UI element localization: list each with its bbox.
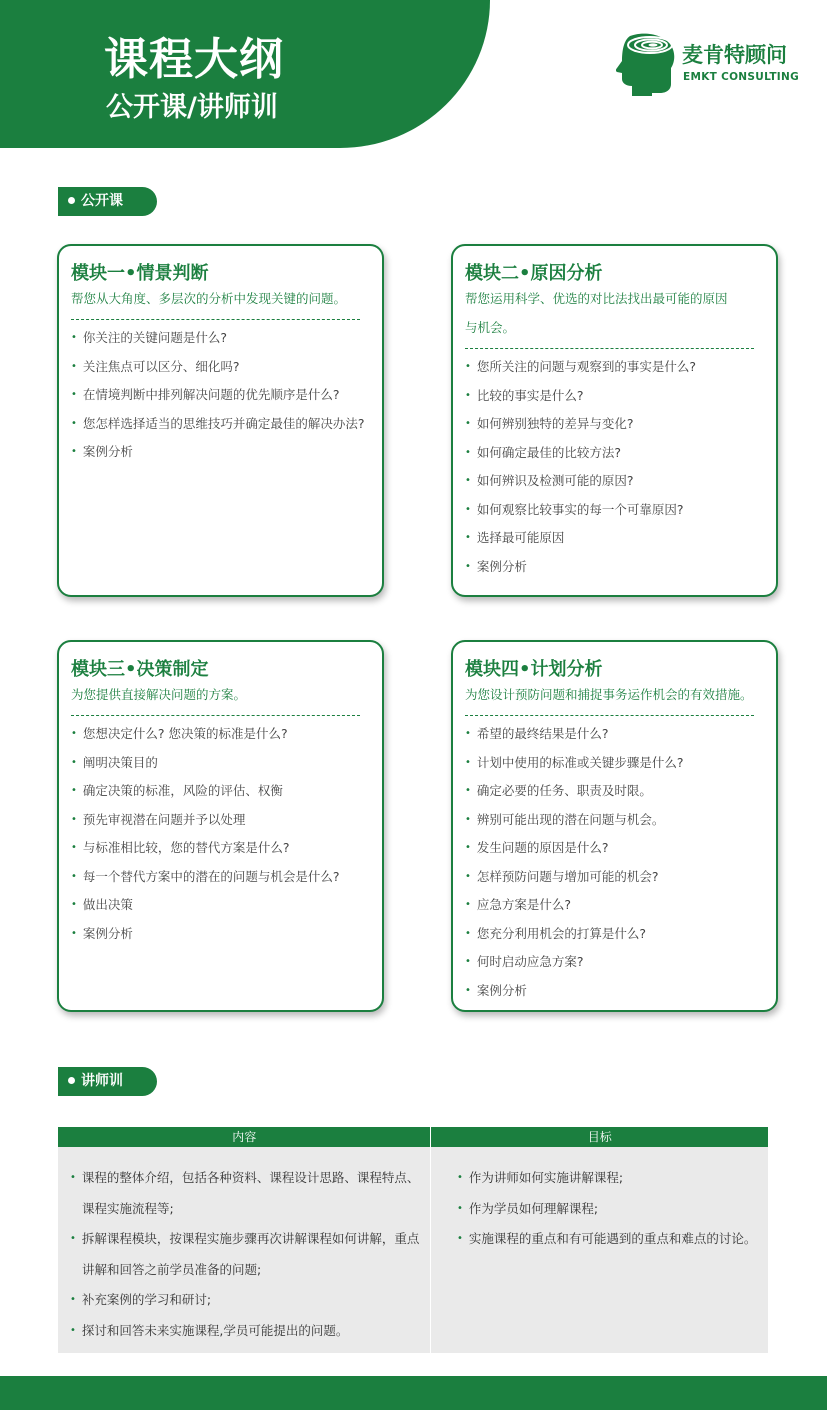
footer-bar	[0, 1376, 827, 1410]
module-description	[465, 680, 764, 709]
list-item: • 您想决定什么? 您决策的标准是什么?	[71, 726, 288, 741]
module-title: 模块三•决策制定	[71, 659, 209, 680]
list-item: • 探讨和回答未来实施课程,学员可能提出的问题。	[70, 1322, 349, 1338]
dashed-divider	[71, 715, 360, 716]
bullet-dot	[68, 1077, 75, 1084]
page-title: 课程大纲	[104, 34, 284, 85]
module-description	[465, 284, 764, 342]
list-item: • 案例分析	[71, 444, 133, 459]
list-item: • 案例分析	[465, 558, 527, 574]
dashed-divider	[465, 348, 754, 349]
list-item-continuation: 课程实施流程等;	[82, 1200, 174, 1216]
column-header-goal: 目标	[587, 1130, 612, 1144]
list-item: • 阐明决策目的	[71, 754, 158, 770]
module-title: 模块四•计划分析	[465, 659, 603, 680]
list-item-continuation: 讲解和回答之前学员准备的问题;	[82, 1261, 262, 1277]
module-description-line: 与机会。	[465, 320, 516, 335]
list-item: • 计划中使用的标准或关键步骤是什么?	[465, 754, 684, 770]
list-item: • 案例分析	[71, 925, 133, 941]
list-item: • 课程的整体介绍，包括各种资料、课程设计思路、课程特点、	[70, 1170, 420, 1185]
module-item-list	[465, 720, 764, 1005]
table-header	[58, 1127, 768, 1147]
table-body	[58, 1147, 768, 1353]
list-item: • 希望的最终结果是什么?	[465, 726, 609, 741]
module-description	[71, 680, 370, 709]
module-description-line: 帮您从大角度、多层次的分析中发现关键的问题。	[71, 291, 347, 306]
header-banner	[0, 0, 490, 148]
dashed-divider	[71, 319, 360, 320]
list-item: • 关注焦点可以区分、细化吗?	[71, 358, 240, 374]
list-item: • 如何辨别独特的差异与变化?	[465, 416, 634, 431]
dashed-divider	[465, 715, 754, 716]
module-description-line: 帮您运用科学、优选的对比法找出最可能的原因	[465, 291, 728, 306]
section-label-text: 公开课	[81, 193, 123, 209]
list-item: • 如何观察比较事实的每一个可靠原因?	[465, 501, 684, 517]
module-item-list	[71, 324, 370, 467]
module-card-2	[451, 244, 778, 597]
list-item: • 实施课程的重点和有可能遇到的重点和难点的讨论。	[457, 1231, 757, 1246]
list-item: • 预先审视潜在问题并予以处理	[71, 811, 246, 827]
trainer-table	[58, 1127, 768, 1353]
list-item: • 辨别可能出现的潜在问题与机会。	[465, 811, 665, 827]
module-card-1	[57, 244, 384, 597]
list-item: • 如何辨识及检测可能的原因?	[465, 473, 634, 488]
list-item: • 选择最可能原因	[465, 530, 565, 545]
section-label-trainer	[58, 1067, 157, 1096]
list-item: • 与标准相比较，您的替代方案是什么?	[71, 840, 290, 855]
content-cell	[58, 1147, 431, 1353]
list-item: • 如何确定最佳的比较方法?	[465, 444, 622, 460]
list-item: • 案例分析	[465, 982, 527, 998]
brand-name-en: EMKT CONSULTING	[683, 71, 800, 83]
list-item: • 作为讲师如何实施讲解课程;	[457, 1170, 624, 1185]
module-card-3	[57, 640, 384, 1012]
module-description	[71, 284, 370, 313]
module-card-4	[451, 640, 778, 1012]
list-item: • 发生问题的原因是什么?	[465, 840, 609, 855]
bullet-dot	[68, 197, 75, 204]
module-item-list	[71, 720, 370, 948]
list-item: • 补充案例的学习和研讨;	[70, 1292, 212, 1307]
list-item: • 应急方案是什么?	[465, 897, 572, 912]
list-item: • 确定必要的任务、职责及时限。	[465, 783, 652, 798]
goal-cell	[431, 1147, 768, 1353]
brand-logo	[616, 32, 806, 98]
module-description-line: 为您设计预防问题和捕捉事务运作机会的有效措施。	[465, 687, 753, 702]
column-header-content: 内容	[58, 1127, 431, 1147]
list-item: • 在情境判断中排列解决问题的优先顺序是什么?	[71, 387, 340, 402]
list-item: • 确定决策的标准，风险的评估、权衡	[71, 783, 283, 798]
list-item: • 作为学员如何理解课程;	[457, 1200, 599, 1216]
section-label-text: 讲师训	[81, 1073, 123, 1089]
list-item: • 拆解课程模块，按课程实施步骤再次讲解课程如何讲解，重点	[70, 1231, 420, 1246]
list-item: • 你关注的关键问题是什么?	[71, 330, 228, 345]
list-item: • 做出决策	[71, 897, 133, 912]
list-item: • 怎样预防问题与增加可能的机会?	[465, 868, 659, 884]
list-item: • 您所关注的问题与观察到的事实是什么?	[465, 359, 697, 374]
list-item: • 您怎样选择适当的思维技巧并确定最佳的解决办法?	[71, 415, 365, 431]
list-item: • 您充分利用机会的打算是什么?	[465, 925, 647, 941]
module-title: 模块二•原因分析	[465, 263, 603, 284]
brand-name-cn: 麦肯特顾问	[682, 43, 787, 67]
list-item: • 比较的事实是什么?	[465, 387, 584, 403]
head-spiral-icon	[616, 32, 678, 96]
page-subtitle: 公开课/讲师训	[106, 92, 278, 123]
module-title: 模块一•情景判断	[71, 263, 209, 284]
list-item: • 每一个替代方案中的潜在的问题与机会是什么?	[71, 868, 340, 884]
module-description-line: 为您提供直接解决问题的方案。	[71, 687, 247, 702]
list-item: • 何时启动应急方案?	[465, 954, 584, 969]
section-label-public-course	[58, 187, 157, 216]
module-item-list	[465, 353, 764, 581]
